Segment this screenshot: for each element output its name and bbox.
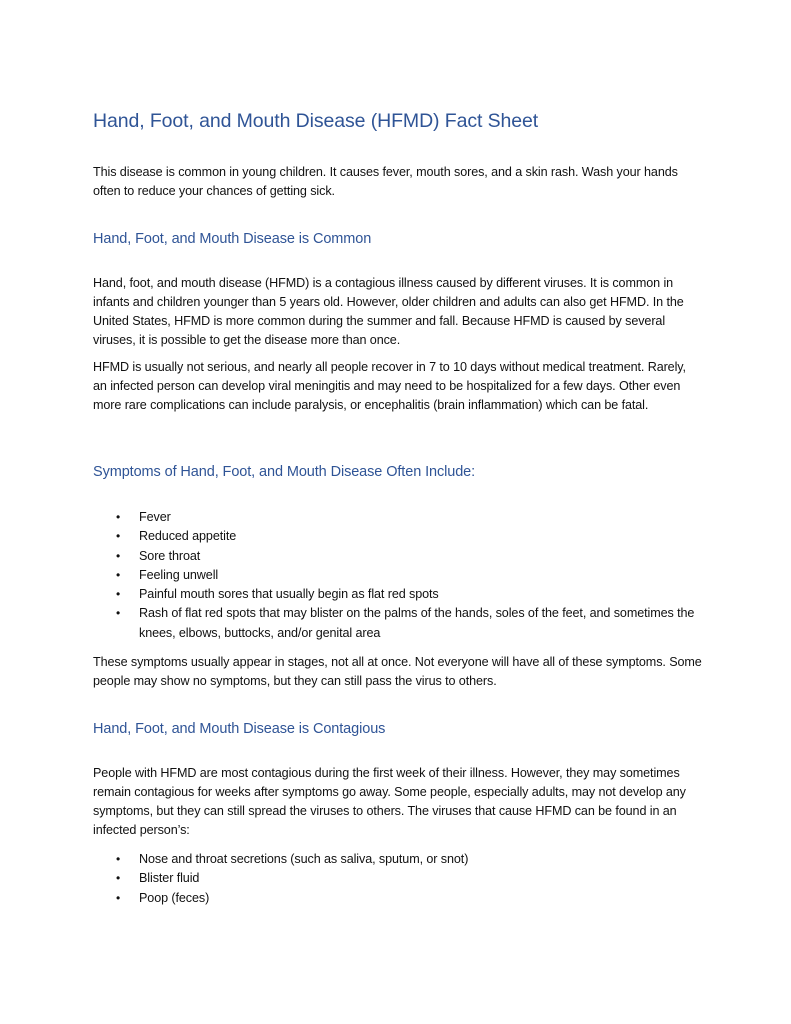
bullet-icon: •: [116, 587, 121, 602]
intro-paragraph: This disease is common in young children. It causes fever, mouth sores, and a skin rash. Wash your hands often to reduce your chances of getting sick.: [93, 165, 678, 198]
list-item-text: Poop (feces): [139, 890, 210, 905]
list-item: [93, 869, 703, 888]
page-title: Hand, Foot, and Mouth Disease (HFMD) Fact Sheet: [93, 110, 539, 132]
symptoms-followup-paragraph: These symptoms usually appear in stages, not all at once. Not everyone will have all of these symptoms. Some people may show no symptoms, but they can still pass the virus to others.: [93, 655, 702, 688]
section-heading-common: Hand, Foot, and Mouth Disease is Common: [93, 231, 372, 247]
bullet-icon: •: [116, 606, 121, 621]
list-item-text: Fever: [139, 510, 171, 524]
bullet-icon: •: [116, 871, 121, 886]
list-item-text: Blister fluid: [139, 871, 200, 886]
section-heading-contagious: Hand, Foot, and Mouth Disease is Contagious: [93, 721, 386, 737]
common-paragraph-1: Hand, foot, and mouth disease (HFMD) is a contagious illness caused by different viruses. It is common in infants and children younger than 5 years old. However, older children and adults can also get HFMD. In the United States, HFMD is more common during the summer and fall. Because HFMD is caused by several viruses, it is possible to get the disease more than once.: [93, 276, 684, 347]
bullet-icon: •: [116, 890, 121, 905]
list-item: [93, 604, 703, 643]
list-item: [93, 850, 703, 869]
bullet-icon: •: [116, 852, 121, 866]
list-item: [93, 889, 703, 908]
list-item: [93, 547, 703, 566]
list-item-text: Rash of flat red spots that may blister on the palms of the hands, soles of the feet, and sometimes the knees, elbows, buttocks, and/or genital area: [139, 606, 695, 640]
symptoms-list: [93, 508, 703, 643]
bullet-icon: •: [116, 548, 121, 563]
bullet-icon: •: [116, 510, 121, 524]
common-paragraph-2: HFMD is usually not serious, and nearly all people recover in 7 to 10 days without medical treatment. Rarely, an infected person can develop viral meningitis and may need to be hospitalized for a few days. Other even more rare complications can include paralysis, or encephalitis (brain inflammation) which can be fatal.: [93, 360, 686, 412]
bullet-icon: •: [116, 567, 121, 582]
list-item-text: Reduced appetite: [139, 529, 237, 544]
list-item: [93, 508, 703, 527]
list-item-text: Painful mouth sores that usually begin as flat red spots: [139, 587, 439, 602]
list-item-text: Feeling unwell: [139, 567, 219, 582]
bullet-icon: •: [116, 529, 121, 544]
list-item-text: Sore throat: [139, 548, 201, 563]
fluids-list: [93, 850, 703, 908]
contagious-paragraph: People with HFMD are most contagious during the first week of their illness. However, they may sometimes remain contagious for weeks after symptoms go away. Some people, especially adults, may not develop any symptoms, but they can still spread the viruses to others. The viruses that cause HFMD can be found in an infected person’s:: [93, 766, 686, 837]
list-item-text: Nose and throat secretions (such as saliva, sputum, or snot): [139, 852, 469, 866]
list-item: [93, 585, 703, 604]
section-heading-symptoms: Symptoms of Hand, Foot, and Mouth Disease Often Include:: [93, 464, 476, 480]
list-item: [93, 566, 703, 585]
list-item: [93, 527, 703, 546]
